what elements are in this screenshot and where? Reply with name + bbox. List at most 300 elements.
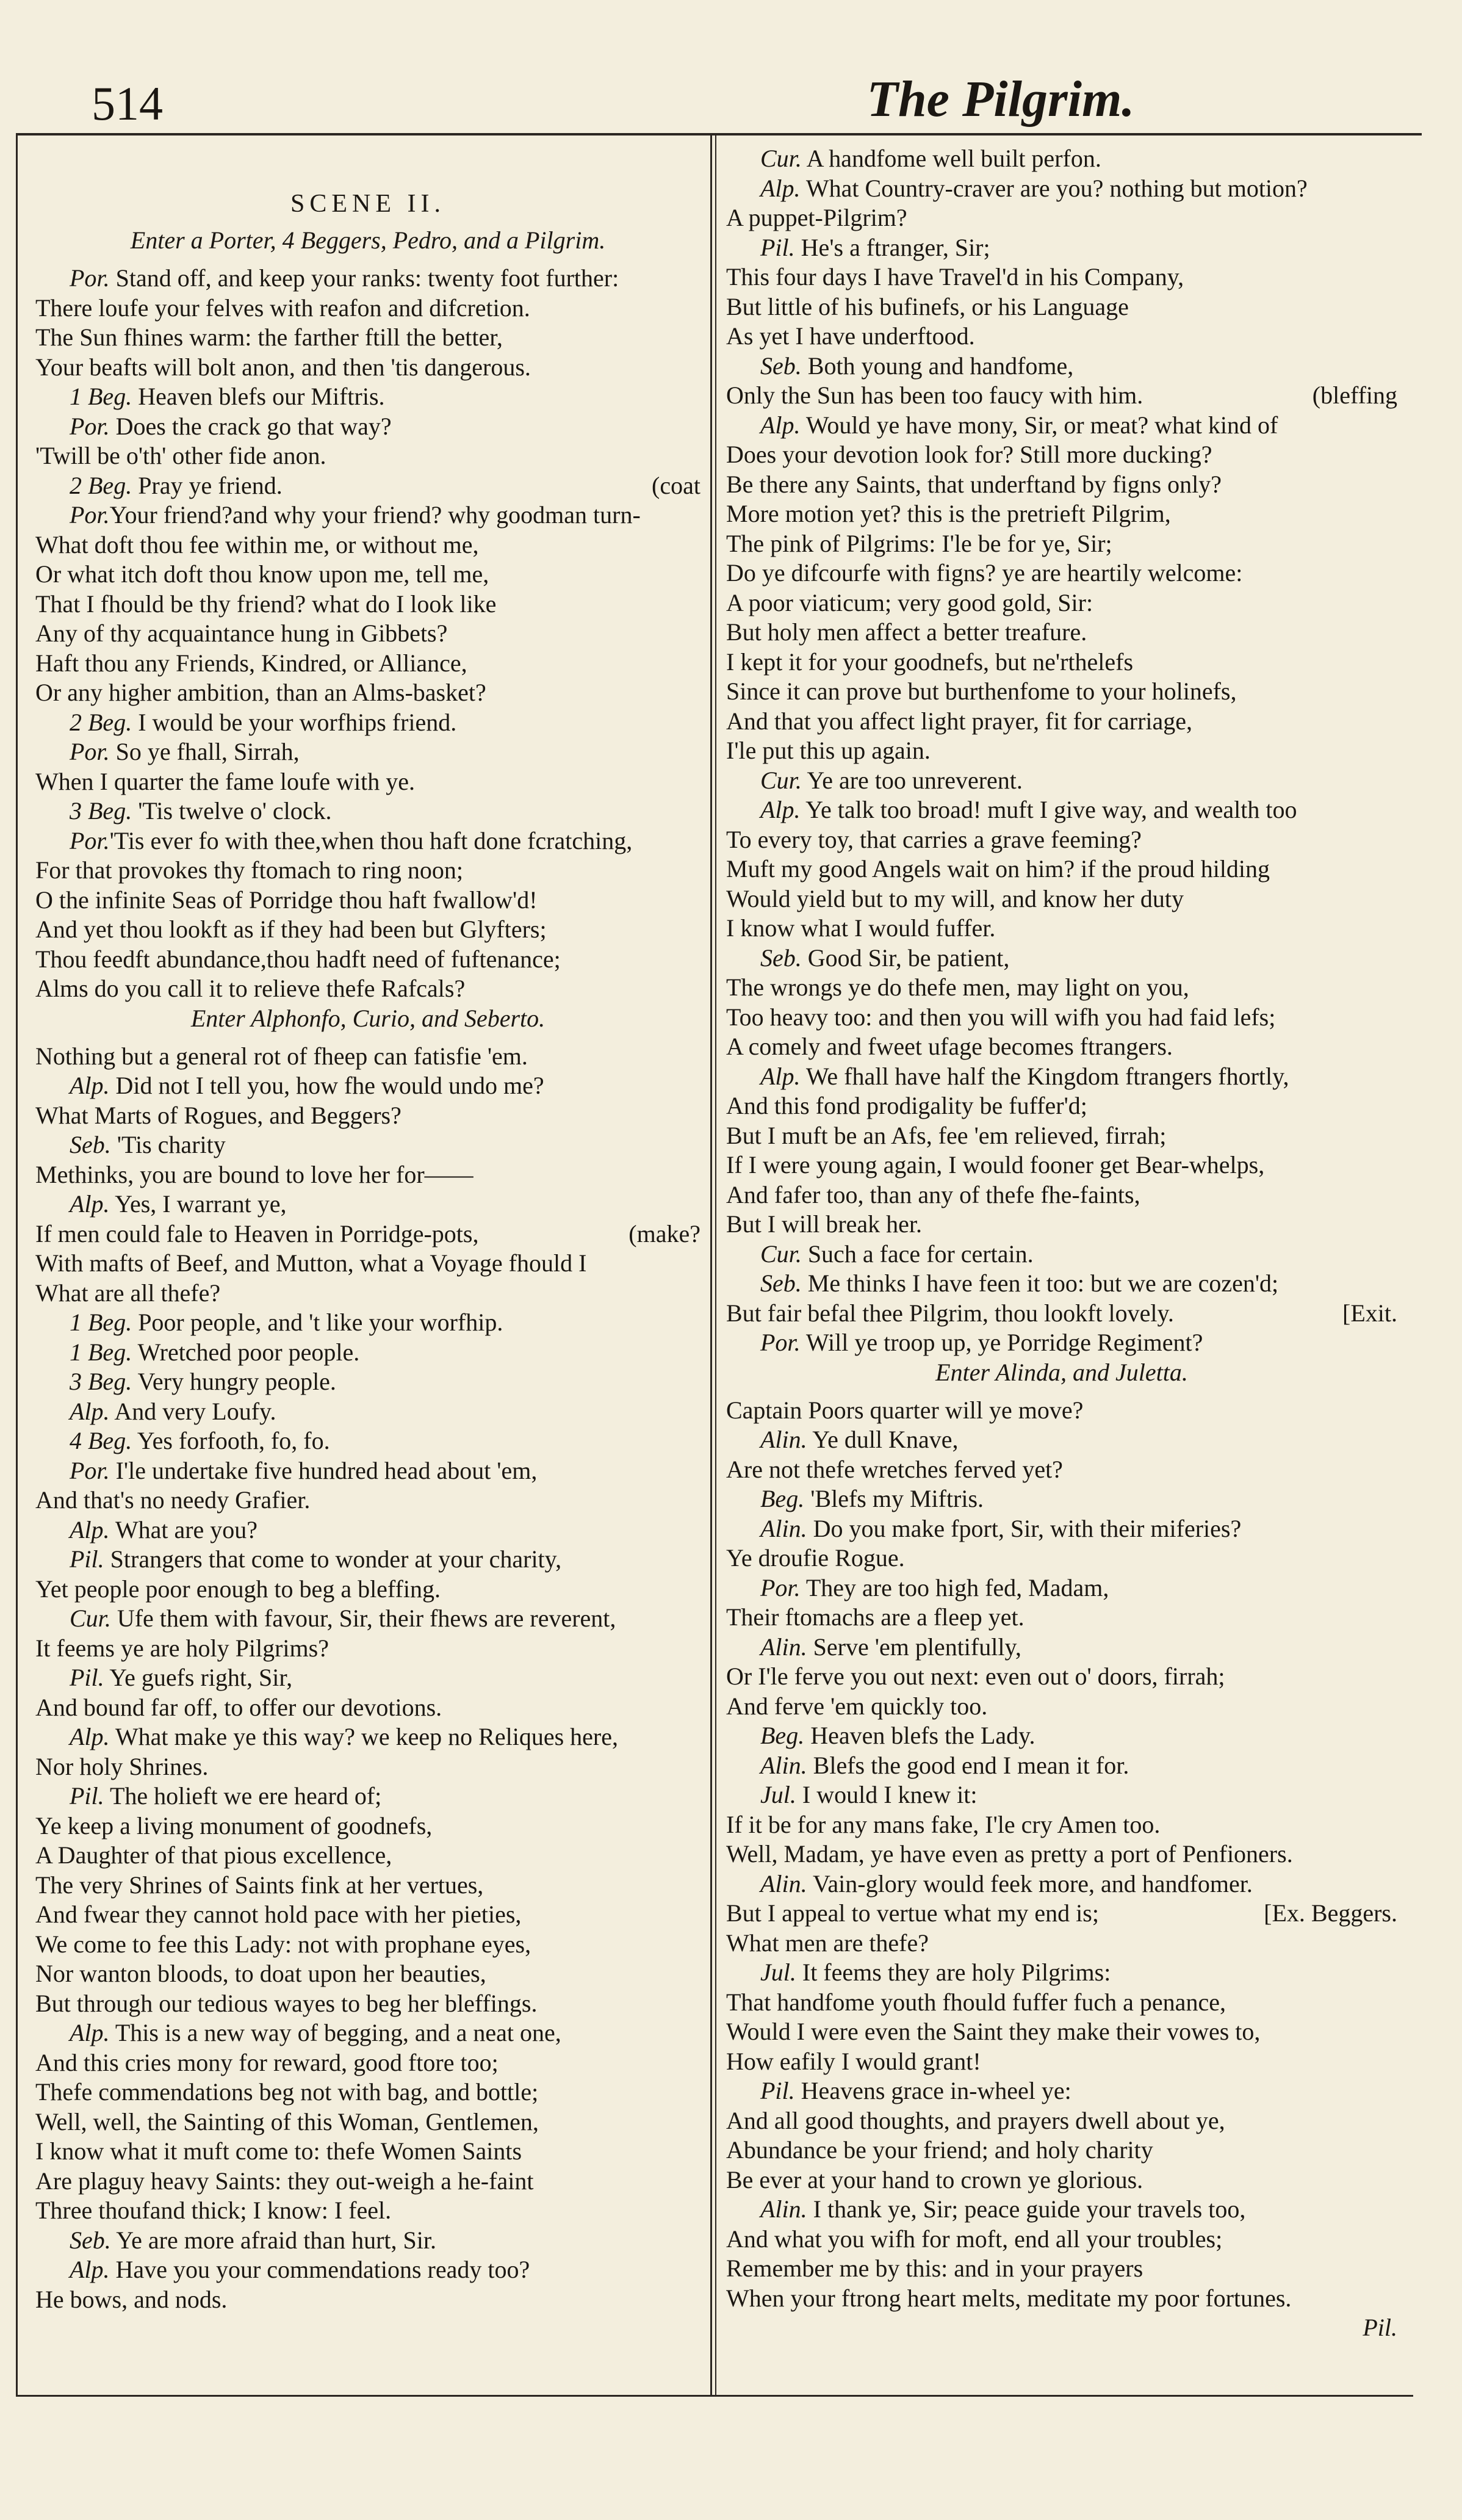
verse-line: [35, 1930, 700, 1960]
line-text: [726, 1633, 1021, 1663]
line-text: Nothing but a general rot of fheep can fatisfie 'em.: [35, 1042, 528, 1070]
line-text: For that provokes thy ftomach to ring noon;: [35, 856, 464, 884]
right-aligned-fragment: (make?: [628, 1219, 700, 1247]
speech-line: [726, 144, 1397, 174]
line-text: Well, well, the Sainting of this Woman, Gentlemen,: [35, 2107, 539, 2136]
speaker-prefix: Alp.: [760, 796, 801, 823]
verse-line: [726, 529, 1397, 559]
speech-text: Serve 'em plentifully,: [807, 1633, 1021, 1661]
line-text: When I quarter the fame loufe with ye.: [35, 767, 415, 795]
line-text: Only the Sun has been too faucy with him.: [726, 381, 1143, 409]
running-title: The Pilgrim.: [866, 71, 1135, 128]
line-text: I'le put this up again.: [726, 737, 931, 764]
line-text: [35, 1338, 359, 1368]
verse-line: [726, 1929, 1397, 1959]
speech-text: Ye guefs right, Sir,: [104, 1664, 293, 1691]
speaker-prefix: Alp.: [70, 1190, 110, 1218]
verse-line: [726, 1210, 1397, 1240]
line-text: Are plaguy heavy Saints: they out-weigh a he-faint: [35, 2167, 534, 2195]
verse-line: [35, 1900, 700, 1930]
line-text: Any of thy acquaintance hung in Gibbets?: [35, 619, 448, 647]
line-text: [726, 2195, 1245, 2225]
verse-line: [35, 1989, 700, 2019]
line-text: If it be for any mans fake, I'le cry Amen too.: [726, 1810, 1161, 1838]
verse-line: [35, 1279, 700, 1309]
speech-line: [726, 1958, 1397, 1988]
line-text: And that you affect light prayer, fit for carriage,: [726, 707, 1193, 735]
speech-line: [726, 174, 1397, 204]
line-text: [35, 1397, 276, 1427]
speech-text: 'Tis ever fo with thee,when thou haft done fcratching,: [109, 826, 633, 854]
speaker-prefix: Cur.: [760, 145, 802, 172]
line-text: The very Shrines of Saints fink at her vertues,: [35, 1871, 484, 1899]
verse-line: [726, 707, 1397, 737]
speech-text: Good Sir, be patient,: [801, 944, 1010, 972]
verse-line: [726, 914, 1397, 944]
speech-line: [726, 1514, 1397, 1544]
speech-line: [35, 1338, 700, 1368]
speaker-prefix: Alin.: [760, 1751, 807, 1779]
speech-text: Such a face for certain.: [801, 1240, 1034, 1268]
speaker-prefix: 3 Beg.: [70, 1368, 132, 1395]
line-text: A comely and fweet ufage becomes ftrangers.: [726, 1033, 1173, 1060]
verse-line: [726, 1396, 1397, 1426]
verse-line: [35, 1634, 700, 1664]
speech-text: Poor people, and 't like your worfhip.: [132, 1309, 503, 1336]
line-text: That handfome youth fhould fuffer fuch a penance,: [726, 1988, 1226, 2016]
verse-line: [726, 322, 1397, 352]
line-text: [726, 1484, 984, 1514]
line-text: Methinks, you are bound to love her for——: [35, 1160, 474, 1188]
speaker-prefix: 3 Beg.: [70, 797, 132, 825]
speech-line: [726, 1240, 1397, 1269]
line-text: [726, 174, 1308, 204]
speech-text: Heavens grace in-wheel ye:: [794, 2077, 1071, 2104]
line-text: To every toy, that carries a grave feeming?: [726, 825, 1142, 853]
line-text: [35, 1190, 287, 1219]
line-text: And yet thou lookft as if they had been but Glyfters;: [35, 915, 547, 943]
speech-text: Do you make fport, Sir, with their miferies?: [807, 1514, 1242, 1542]
verse-line: [726, 884, 1397, 914]
speech-text: Yes, I warrant ye,: [109, 1190, 287, 1218]
verse-line: [726, 440, 1397, 470]
line-text: Do ye difcourfe with figns? ye are heartily welcome:: [726, 559, 1243, 587]
speaker-prefix: Jul.: [760, 1959, 796, 1986]
line-text: [726, 1514, 1241, 1544]
verse-line: [726, 854, 1397, 884]
verse-line: [35, 590, 700, 619]
speech-text: This is a new way of begging, and a neat one,: [109, 2019, 561, 2046]
line-text: [35, 382, 385, 412]
speech-text: He's a ftranger, Sir;: [794, 233, 990, 261]
speech-line: [35, 1545, 700, 1575]
line-text: Remember me by this: and in your prayers: [726, 2255, 1143, 2282]
speech-line: [35, 2255, 700, 2285]
line-text: O the infinite Seas of Porridge thou haft fwallow'd!: [35, 886, 538, 914]
line-text: There loufe your felves with reafon and difcretion.: [35, 294, 530, 322]
verse-line: [35, 1693, 700, 1723]
verse-line: [726, 1032, 1397, 1062]
speaker-prefix: Por.: [70, 738, 110, 765]
line-text: I know what I would fuffer.: [726, 914, 996, 942]
line-text: [35, 1367, 336, 1397]
speech-line: [35, 1426, 700, 1456]
line-text: Ye droufie Rogue.: [726, 1544, 905, 1572]
line-text: Muft my good Angels wait on him? if the proud hilding: [726, 855, 1270, 883]
verse-line: [726, 1662, 1397, 1692]
speaker-prefix: Por.: [70, 826, 110, 854]
line-text: [726, 1869, 1253, 1899]
verse-line: [726, 2017, 1397, 2047]
verse-line: [726, 1899, 1397, 1929]
speech-line: [35, 1071, 700, 1101]
speaker-prefix: Alp.: [760, 411, 801, 439]
line-text: Too heavy too: and then you will wifh you had faid lefs;: [726, 1003, 1276, 1031]
line-text: [35, 737, 300, 767]
speaker-prefix: Alp.: [70, 1723, 110, 1750]
line-text: If I were young again, I would fooner get Bear-whelps,: [726, 1151, 1265, 1179]
verse-line: [35, 1249, 700, 1279]
line-text: Thou feedft abundance,thou hadft need of fuftenance;: [35, 945, 561, 973]
speaker-prefix: 2 Beg.: [70, 708, 132, 736]
speech-text: Will ye troop up, ye Porridge Regiment?: [800, 1329, 1203, 1356]
bottom-rule: [16, 2395, 1413, 2397]
verse-line: [35, 974, 700, 1004]
verse-line: [726, 1091, 1397, 1121]
verse-line: [35, 2137, 700, 2167]
speaker-prefix: Cur.: [70, 1605, 111, 1632]
speech-text: What make ye this way? we keep no Reliques here,: [109, 1723, 618, 1750]
speech-text: I would be your worfhips friend.: [132, 708, 457, 736]
speech-text: Me thinks I have feen it too: but we are cozen'd;: [801, 1269, 1279, 1297]
line-text: With mafts of Beef, and Mutton, what a Voyage fhould I: [35, 1249, 587, 1277]
line-text: A puppet-Pilgrim?: [726, 204, 907, 231]
speaker-prefix: 2 Beg.: [70, 471, 132, 499]
speech-text: Ye dull Knave,: [807, 1426, 959, 1453]
speech-line: [726, 233, 1397, 263]
line-text: We come to fee this Lady: not with prophane eyes,: [35, 1930, 531, 1958]
line-text: Enter Alphonfo, Curio, and Seberto.: [190, 1004, 546, 1032]
verse-line: [726, 470, 1397, 500]
line-text: [35, 1722, 618, 1752]
verse-line: [726, 262, 1397, 292]
speech-text: 'Tis charity: [110, 1131, 226, 1158]
line-text: [35, 2018, 561, 2048]
verse-line: [726, 1543, 1397, 1573]
verse-line: [35, 1486, 700, 1515]
right-aligned-fragment: [Ex. Beggers.: [1264, 1899, 1397, 1927]
line-text: [35, 1426, 330, 1456]
line-text: [726, 2076, 1071, 2106]
speaker-prefix: Seb.: [760, 944, 802, 972]
line-text: [726, 1062, 1289, 1092]
speech-line: [726, 944, 1397, 973]
speech-line: [726, 1573, 1397, 1603]
verse-line: [726, 2047, 1397, 2077]
speech-line: [726, 411, 1397, 441]
verse-line: [35, 1841, 700, 1871]
speech-line: [726, 1633, 1397, 1663]
line-text: As yet I have underftood.: [726, 322, 975, 350]
line-text: More motion yet? this is the pretrieft Pilgrim,: [726, 500, 1171, 527]
verse-line: [726, 1150, 1397, 1180]
speech-line: [726, 1328, 1397, 1358]
right-aligned-fragment: (coat: [652, 471, 700, 499]
line-text: What are all thefe?: [35, 1279, 221, 1307]
line-text: [726, 1958, 1111, 1988]
line-text: A poor viaticum; very good gold, Sir:: [726, 588, 1093, 616]
line-text: [726, 1780, 978, 1810]
line-text: [35, 471, 283, 501]
right-aligned-fragment: (bleffing: [1312, 381, 1397, 409]
speaker-prefix: Por.: [70, 412, 110, 440]
line-text: [726, 795, 1297, 825]
line-text: [726, 1751, 1129, 1781]
line-text: Or what itch doft thou know upon me, tell me,: [35, 560, 489, 588]
line-text: [726, 233, 990, 263]
verse-line: [35, 619, 700, 649]
speaker-prefix: Jul.: [760, 1781, 796, 1808]
speech-line: [35, 796, 700, 826]
speaker-prefix: Por.: [70, 501, 110, 529]
speaker-prefix: Pil.: [70, 1664, 104, 1691]
verse-line: [35, 678, 700, 708]
line-text: And this fond prodigality be fuffer'd;: [726, 1092, 1087, 1119]
line-text: 'Twill be o'th' other fide anon.: [35, 442, 326, 469]
speech-text: So ye fhall, Sirrah,: [109, 738, 300, 765]
line-text: [35, 708, 456, 738]
line-text: This four days I have Travel'd in his Company,: [726, 263, 1184, 291]
verse-line: [726, 2136, 1397, 2165]
verse-line: [726, 677, 1397, 707]
line-text: And what you wifh for moft, end all your troubles;: [726, 2225, 1223, 2253]
speaker-prefix: Alin.: [760, 1426, 807, 1453]
verse-line: [726, 292, 1397, 322]
speech-text: Your friend?and why your friend? why goodman turn-: [109, 501, 641, 529]
speaker-prefix: Por.: [70, 1456, 110, 1484]
line-text: What Marts of Rogues, and Beggers?: [35, 1101, 402, 1129]
speaker-prefix: Por.: [760, 1573, 801, 1601]
verse-line: [726, 825, 1397, 855]
column-divider-inner: [715, 133, 716, 2396]
speech-line: [35, 1308, 700, 1338]
verse-line: [35, 856, 700, 886]
verse-line: [726, 1455, 1397, 1485]
speaker-prefix: Alp.: [70, 1397, 110, 1425]
speaker-prefix: Seb.: [760, 352, 802, 380]
line-text: [726, 766, 1023, 796]
speech-text: 'Tis twelve o' clock.: [132, 797, 332, 825]
speech-text: Ye are too unreverent.: [801, 766, 1023, 794]
line-text: [35, 796, 332, 826]
line-text: But through our tedious wayes to beg her bleffings.: [35, 1989, 538, 2017]
verse-line: [35, 1871, 700, 1901]
scene-heading: [35, 189, 700, 226]
verse-line: [726, 1299, 1397, 1329]
verse-line: [726, 558, 1397, 588]
speaker-prefix: Seb.: [70, 2226, 111, 2254]
line-text: [35, 264, 619, 294]
right-aligned-fragment: [Exit.: [1342, 1299, 1397, 1327]
speech-text: What Country-craver are you? nothing but motion?: [800, 174, 1308, 202]
column-divider: [710, 133, 712, 2396]
line-text: Since it can prove but burthenfome to your holinefs,: [726, 677, 1237, 705]
speech-line: [726, 1269, 1397, 1299]
verse-line: [726, 203, 1397, 233]
line-text: [35, 1130, 226, 1160]
verse-line: [726, 1692, 1397, 1722]
speech-line: [35, 2226, 700, 2256]
speech-line: [35, 1190, 700, 1219]
line-text: Ye keep a living monument of goodnefs,: [35, 1811, 433, 1839]
verse-line: [726, 648, 1397, 677]
verse-line: [726, 1810, 1397, 1840]
speaker-prefix: 1 Beg.: [70, 1309, 132, 1336]
verse-line: [726, 1839, 1397, 1869]
verse-line: [726, 499, 1397, 529]
verse-line: [726, 973, 1397, 1003]
line-text: I kept it for your goodnefs, but ne'rthelefs: [726, 648, 1134, 676]
line-text: [35, 1515, 257, 1545]
line-text: He bows, and nods.: [35, 2285, 228, 2313]
speaker-prefix: Alp.: [70, 1515, 110, 1543]
verse-line: [726, 1988, 1397, 2018]
verse-line: [35, 1042, 700, 1072]
speaker-prefix: Por.: [760, 1329, 801, 1356]
speaker-prefix: Cur.: [760, 1240, 802, 1268]
verse-line: [726, 618, 1397, 648]
line-text: That I fhould be thy friend? what do I look like: [35, 590, 497, 618]
verse-line: [35, 294, 700, 323]
verse-line: [726, 1603, 1397, 1633]
line-text: Captain Poors quarter will ye move?: [726, 1396, 1084, 1424]
line-text: Would yield but to my will, and know her duty: [726, 884, 1184, 912]
speaker-prefix: Alin.: [760, 1514, 807, 1542]
verse-line: [35, 886, 700, 915]
speech-line: [35, 826, 700, 856]
speech-text: And very Loufy.: [109, 1397, 276, 1425]
speech-line: [35, 1782, 700, 1811]
speech-line: [35, 1722, 700, 1752]
line-text: Be there any Saints, that underftand by figns only?: [726, 470, 1222, 498]
line-text: And fwear they cannot hold pace with her pieties,: [35, 1901, 522, 1928]
line-text: Does your devotion look for? Still more ducking?: [726, 441, 1212, 468]
verse-line: [35, 649, 700, 679]
line-text: [35, 412, 392, 442]
line-text: [726, 1269, 1278, 1299]
speech-text: Pray ye friend.: [132, 471, 283, 499]
line-text: A Daughter of that pious excellence,: [35, 1841, 392, 1869]
speaker-prefix: Alp.: [70, 2256, 110, 2283]
speaker-prefix: Alin.: [760, 2195, 807, 2223]
line-text: [726, 411, 1278, 441]
speaker-prefix: Pil.: [70, 1545, 104, 1573]
speech-text: Did not I tell you, how fhe would undo me?: [109, 1072, 544, 1099]
stage-direction: [35, 1004, 700, 1042]
line-text: Their ftomachs are a fleep yet.: [726, 1603, 1024, 1631]
verse-line: [726, 1003, 1397, 1033]
line-text: It feems ye are holy Pilgrims?: [35, 1634, 329, 1662]
verse-line: [35, 560, 700, 590]
verse-line: [35, 2078, 700, 2107]
speech-line: [35, 2018, 700, 2048]
speech-line: [35, 264, 700, 294]
speech-line: [726, 1780, 1397, 1810]
speech-line: [35, 1663, 700, 1693]
line-text: [35, 500, 641, 530]
speech-line: [726, 766, 1397, 796]
line-text: But little of his bufinefs, or his Language: [726, 292, 1129, 320]
speech-text: Strangers that come to wonder at your charity,: [104, 1545, 562, 1573]
line-text: Or any higher ambition, than an Alms-basket?: [35, 679, 486, 706]
speech-line: [35, 1397, 700, 1427]
verse-line: [726, 2106, 1397, 2136]
speaker-prefix: Seb.: [760, 1269, 802, 1297]
line-text: When your ftrong heart melts, meditate my poor fortunes.: [726, 2284, 1292, 2312]
line-text: Three thoufand thick; I know: I feel.: [35, 2197, 392, 2224]
verse-line: [35, 323, 700, 353]
line-text: But holy men affect a better treafure.: [726, 618, 1087, 646]
line-text: Would I were even the Saint they make their vowes to,: [726, 2018, 1261, 2045]
speech-text: A handfome well built perfon.: [801, 145, 1101, 172]
verse-line: [35, 1575, 700, 1605]
speaker-prefix: Alin.: [760, 1633, 807, 1661]
speaker-prefix: Alp.: [760, 1062, 801, 1090]
speaker-prefix: Pil.: [760, 2077, 795, 2104]
verse-line: [726, 736, 1397, 766]
speaker-prefix: 1 Beg.: [70, 383, 132, 410]
speech-text: Ye talk too broad! muft I give way, and wealth too: [800, 796, 1297, 823]
line-text: [726, 144, 1101, 174]
line-text: And bound far off, to offer our devotions.: [35, 1693, 442, 1721]
left-text-column: [35, 175, 700, 2314]
line-text: [35, 1663, 292, 1693]
line-text: Or I'le ferve you out next: even out o' doors, firrah;: [726, 1663, 1225, 1690]
line-text: [35, 1071, 544, 1101]
speech-line: [726, 2195, 1397, 2225]
verse-line: [726, 2225, 1397, 2255]
speaker-prefix: Alin.: [760, 1869, 807, 1897]
verse-line: [35, 1160, 700, 1190]
speech-line: [726, 1425, 1397, 1455]
speech-text: I thank ye, Sir; peace guide your travels too,: [807, 2195, 1246, 2223]
verse-line: [726, 1121, 1397, 1151]
speech-text: They are too high fed, Madam,: [800, 1573, 1109, 1601]
speech-text: The holieft we ere heard of;: [104, 1782, 382, 1810]
line-text: Enter Alinda, and Juletta.: [935, 1358, 1188, 1386]
page-number: 514: [92, 77, 163, 130]
verse-line: [35, 1959, 700, 1989]
speech-text: 'Blefs my Miftris.: [804, 1485, 984, 1512]
stage-direction: [726, 1358, 1397, 1396]
catchword: [726, 2313, 1397, 2343]
verse-line: [35, 1752, 700, 1782]
speech-line: [726, 1751, 1397, 1781]
line-text: [35, 2226, 436, 2256]
speech-text: It feems they are holy Pilgrims:: [796, 1959, 1111, 1986]
speaker-prefix: Alp.: [760, 174, 801, 202]
speech-line: [726, 1062, 1397, 1092]
line-text: [726, 1328, 1203, 1358]
speech-line: [726, 2076, 1397, 2106]
speaker-prefix: 4 Beg.: [70, 1427, 132, 1454]
line-text: How eafily I would grant!: [726, 2047, 981, 2075]
speaker-prefix: Pil.: [70, 1782, 104, 1810]
line-text: The Sun fhines warm: the farther ftill the better,: [35, 323, 503, 351]
verse-line: [35, 441, 700, 471]
line-text: Nor wanton bloods, to doat upon her beauties,: [35, 1960, 486, 1987]
line-text: Yet people poor enough to beg a bleffing.: [35, 1575, 441, 1603]
